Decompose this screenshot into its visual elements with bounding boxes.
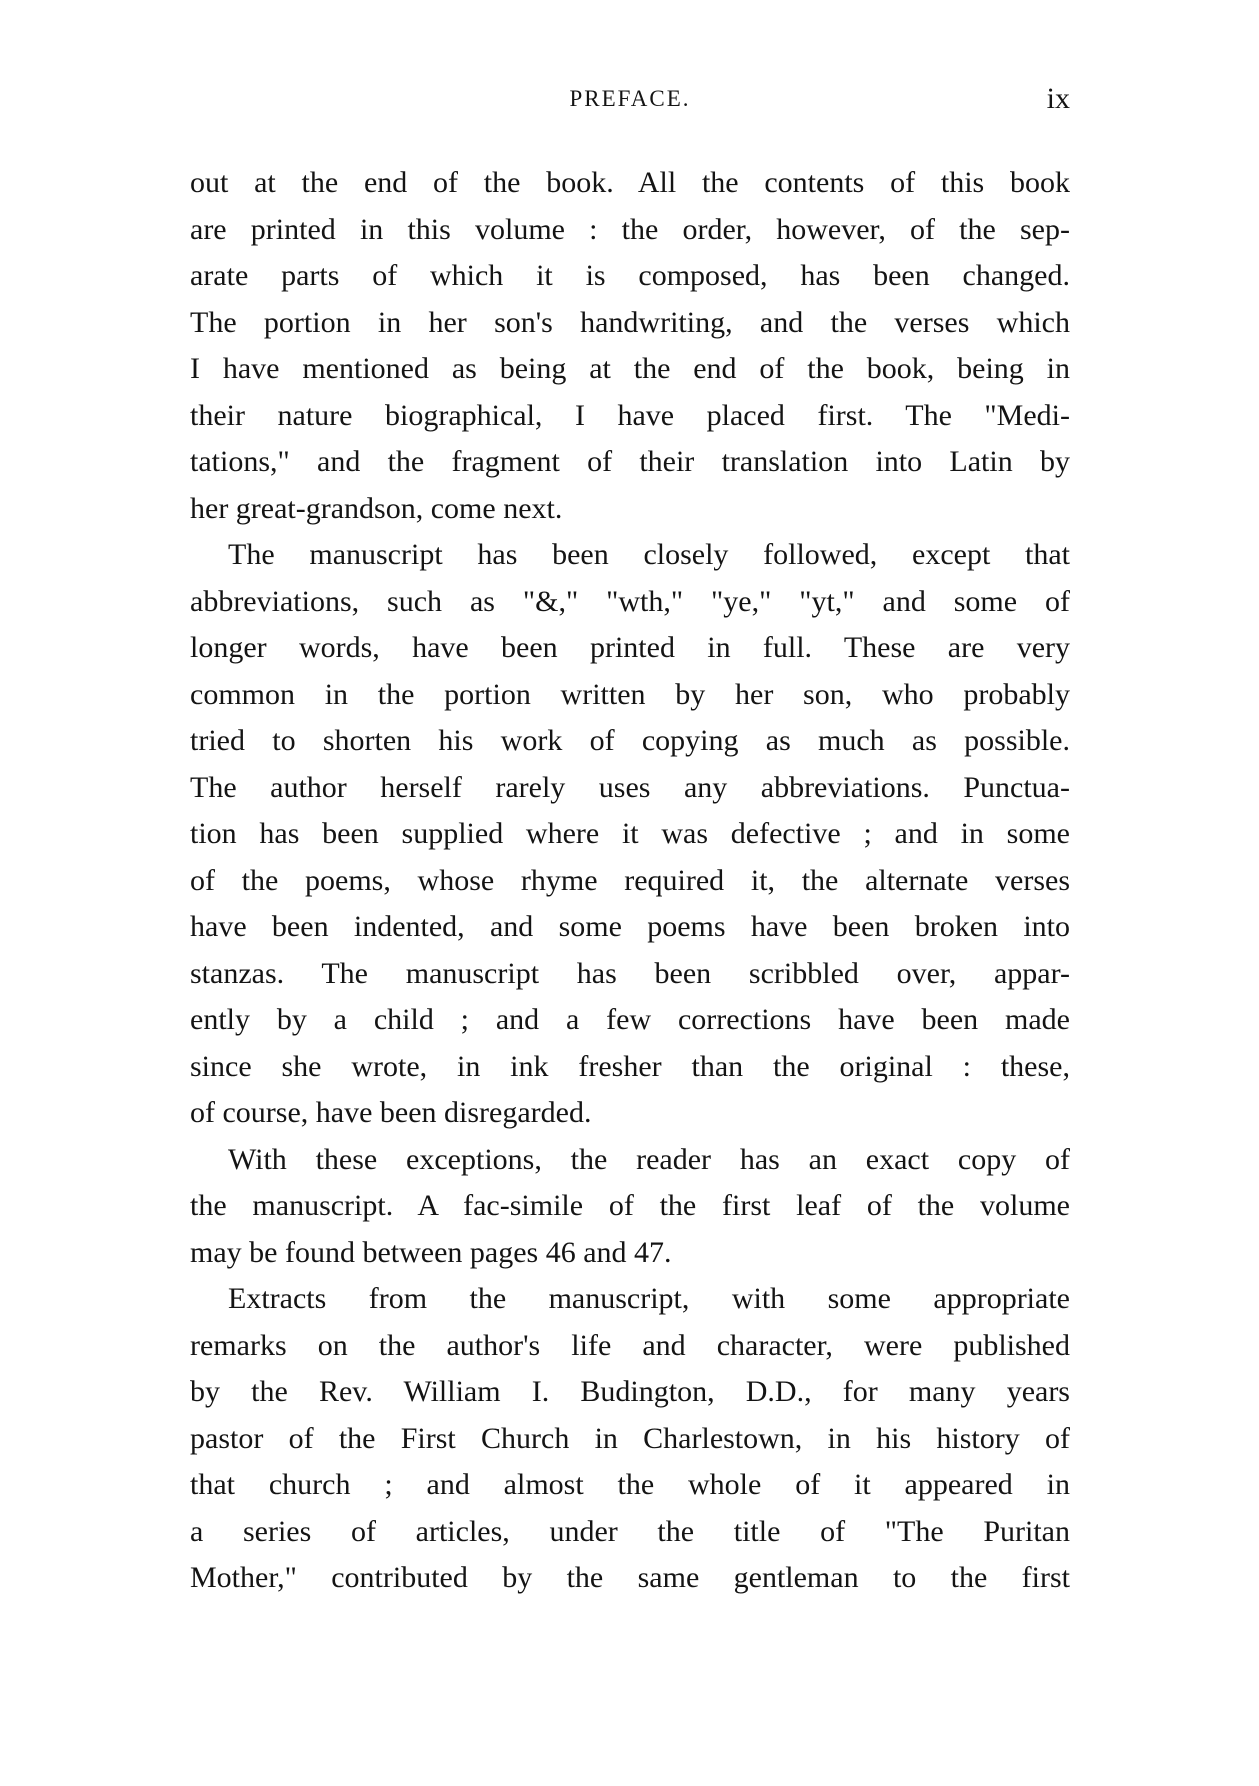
text-line: The author herself rarely uses any abbreviations. Punctua-	[190, 770, 1070, 804]
text-line: her great-grandson, come next.	[190, 491, 563, 525]
text-line: tations," and the fragment of their translation into Latin by	[190, 445, 1070, 478]
text-line: With these exceptions, the reader has an exact copy of	[228, 1142, 1070, 1176]
text-line: pastor of the First Church in Charlestown, in his history of	[190, 1421, 1070, 1455]
text-line: since she wrote, in ink fresher than the original : these,	[190, 1049, 1070, 1083]
text-line: tion has been supplied where it was defective ; and in some	[190, 817, 1070, 850]
preface-body	[190, 160, 1070, 1602]
text-line: have been indented, and some poems have been broken into	[190, 910, 1070, 943]
text-line: the manuscript. A fac-simile of the first leaf of the volume	[190, 1189, 1070, 1222]
text-line: that church ; and almost the whole of it appeared in	[190, 1468, 1070, 1501]
text-line: common in the portion written by her son, who probably	[190, 677, 1070, 711]
text-line: The portion in her son's handwriting, and the verses which	[190, 305, 1070, 339]
running-head	[190, 82, 1070, 122]
text-line: remarks on the author's life and character, were published	[190, 1328, 1070, 1362]
text-line: Mother," contributed by the same gentleman to the first	[190, 1561, 1070, 1594]
text-line: I have mentioned as being at the end of the book, being in	[190, 352, 1070, 385]
text-line: a series of articles, under the title of "The Puritan	[190, 1514, 1070, 1548]
text-line: abbreviations, such as "&," "wth," "ye," "yt," and some of	[190, 584, 1070, 618]
page-number: ix	[1046, 82, 1070, 115]
text-line: arate parts of which it is composed, has been changed.	[190, 259, 1070, 292]
text-line: ently by a child ; and a few corrections have been made	[190, 1003, 1070, 1036]
text-line: their nature biographical, I have placed first. The "Medi-	[190, 398, 1070, 432]
text-line: of course, have been disregarded.	[190, 1096, 592, 1129]
text-line: are printed in this volume : the order, however, of the sep-	[190, 212, 1070, 246]
running-title: PREFACE.	[569, 86, 691, 111]
text-line: of the poems, whose rhyme required it, the alternate verses	[190, 863, 1070, 897]
text-line: Extracts from the manuscript, with some appropriate	[228, 1282, 1070, 1315]
text-line: out at the end of the book. All the contents of this book	[190, 166, 1070, 199]
text-line: by the Rev. William I. Budington, D.D., for many years	[190, 1375, 1070, 1408]
text-line: longer words, have been printed in full. These are very	[190, 631, 1070, 664]
text-line: may be found between pages 46 and 47.	[190, 1235, 672, 1269]
text-line: The manuscript has been closely followed, except that	[228, 538, 1070, 571]
text-line: tried to shorten his work of copying as much as possible.	[190, 724, 1070, 757]
text-line: stanzas. The manuscript has been scribbled over, appar-	[190, 956, 1070, 990]
